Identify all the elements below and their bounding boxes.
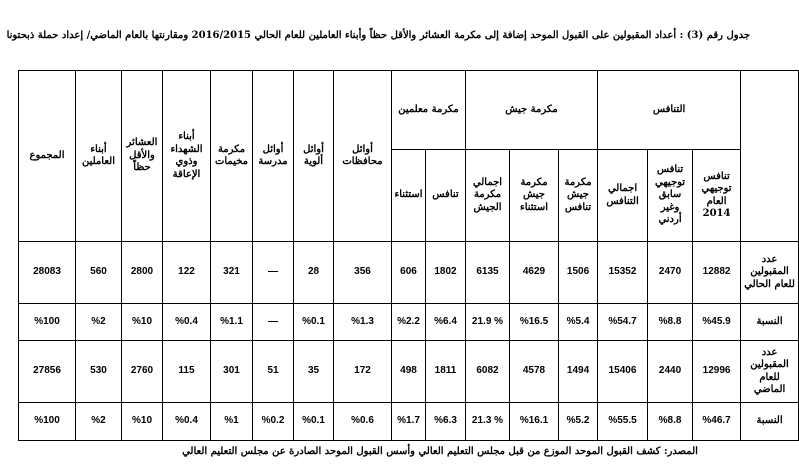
- cell-total: 28083: [19, 242, 76, 304]
- cell-martyrs: 122: [163, 242, 211, 304]
- table-row: [19, 304, 799, 341]
- header-prior-nonjordanian: تنافس توجيهي سابق وغير أردني: [648, 150, 693, 242]
- header-army-competition: مكرمة جيش تنافس: [559, 150, 598, 242]
- cell-prior-nonjordanian: %8.8: [648, 403, 693, 441]
- cell-army-total: 6135: [466, 242, 510, 304]
- cell-tawjihi-2014: 12882: [693, 242, 741, 304]
- cell-martyrs: 115: [163, 341, 211, 403]
- cell-teachers-competition: 1811: [426, 341, 466, 403]
- header-tawjihi-2014: تنافس توجيهي العام 2014: [693, 150, 741, 242]
- cell-army-competition: %5.4: [559, 304, 598, 341]
- cell-prior-nonjordanian: %8.8: [648, 304, 693, 341]
- header-teachers-competition: تنافس: [426, 150, 466, 242]
- cell-camps: %1.1: [211, 304, 253, 341]
- cell-martyrs: %0.4: [163, 304, 211, 341]
- cell-tribes: 2800: [122, 242, 163, 304]
- row-label: عدد المقبولين للعام الحالي: [741, 242, 799, 304]
- cell-tribes: %10: [122, 403, 163, 441]
- row-label: عدد المقبولين للعام الماضي: [741, 341, 799, 403]
- cell-army-competition: %5.2: [559, 403, 598, 441]
- cell-competition-total: %55.5: [598, 403, 648, 441]
- cell-workers: 560: [76, 242, 122, 304]
- header-teachers-grant: مكرمة معلمين: [392, 71, 466, 150]
- cell-tawjihi-2014: %46.7: [693, 403, 741, 441]
- header-corner: [741, 71, 799, 242]
- header-workers-children: أبناء العاملين: [76, 71, 122, 242]
- cell-prior-nonjordanian: 2470: [648, 242, 693, 304]
- header-competition: التنافس: [598, 71, 741, 150]
- cell-camps: 301: [211, 341, 253, 403]
- cell-teachers-exception: %1.7: [392, 403, 426, 441]
- cell-governorates: 356: [334, 242, 392, 304]
- cell-governorates: 172: [334, 341, 392, 403]
- cell-camps: %1: [211, 403, 253, 441]
- cell-army-competition: 1506: [559, 242, 598, 304]
- cell-army-total: 21.9 %: [466, 304, 510, 341]
- cell-tribes: %10: [122, 304, 163, 341]
- cell-governorates: %1.3: [334, 304, 392, 341]
- cell-tawjihi-2014: %45.9: [693, 304, 741, 341]
- cell-competition-total: 15406: [598, 341, 648, 403]
- row-label: النسبة: [741, 403, 799, 441]
- header-governorate-firsts: أوائل محافظات: [334, 71, 392, 242]
- cell-brigades: 28: [294, 242, 334, 304]
- header-army-grant: مكرمة جيش: [466, 71, 598, 150]
- cell-army-total: 21.3 %: [466, 403, 510, 441]
- cell-army-exception: 4578: [510, 341, 559, 403]
- row-label: النسبة: [741, 304, 799, 341]
- cell-army-total: 6082: [466, 341, 510, 403]
- cell-teachers-competition: %6.4: [426, 304, 466, 341]
- cell-total: %100: [19, 304, 76, 341]
- header-army-total: اجمالي مكرمة الجيش: [466, 150, 510, 242]
- table-caption: جدول رقم (3) : أعداد المقبولين على القبول الموحد إضافة إلى مكرمة العشائر والأقل حظاً وأبناء العاملين للعام الحالي 2016/2015 ومقارنتها بالعام الماضي/ إعداد حملة ذبحتونا: [6, 30, 750, 41]
- cell-brigades: 35: [294, 341, 334, 403]
- cell-tawjihi-2014: 12996: [693, 341, 741, 403]
- cell-prior-nonjordanian: 2440: [648, 341, 693, 403]
- header-martyrs-disabled: أبناء الشهداء وذوي الإعاقة: [163, 71, 211, 242]
- header-total: المجموع: [19, 71, 76, 242]
- cell-martyrs: %0.4: [163, 403, 211, 441]
- cell-army-competition: 1494: [559, 341, 598, 403]
- cell-workers: 530: [76, 341, 122, 403]
- cell-teachers-competition: 1802: [426, 242, 466, 304]
- cell-teachers-exception: 498: [392, 341, 426, 403]
- header-camps: مكرمة مخيمات: [211, 71, 253, 242]
- header-competition-total: اجمالي التنافس: [598, 150, 648, 242]
- cell-school: —: [253, 242, 294, 304]
- header-teachers-exception: استثناء: [392, 150, 426, 242]
- admissions-table: [18, 70, 799, 441]
- cell-competition-total: 15352: [598, 242, 648, 304]
- cell-school: 51: [253, 341, 294, 403]
- cell-brigades: %0.1: [294, 304, 334, 341]
- cell-camps: 321: [211, 242, 253, 304]
- cell-brigades: %0.1: [294, 403, 334, 441]
- table-row: [19, 341, 799, 403]
- cell-competition-total: %54.7: [598, 304, 648, 341]
- cell-teachers-competition: %6.3: [426, 403, 466, 441]
- cell-governorates: %0.6: [334, 403, 392, 441]
- header-school-firsts: أوائل مدرسة: [253, 71, 294, 242]
- table-row: [19, 242, 799, 304]
- cell-army-exception: %16.1: [510, 403, 559, 441]
- header-brigade-firsts: أوائل ألوية: [294, 71, 334, 242]
- cell-school: %0.2: [253, 403, 294, 441]
- cell-total: 27856: [19, 341, 76, 403]
- header-row-top: [19, 71, 799, 150]
- cell-workers: %2: [76, 304, 122, 341]
- cell-tribes: 2760: [122, 341, 163, 403]
- cell-teachers-exception: 606: [392, 242, 426, 304]
- source-note: المصدر: كشف القبول الموحد الموزع من قبل مجلس التعليم العالي وأسس القبول الموحد الصادرة عن مجلس التعليم العالي: [182, 446, 698, 457]
- cell-army-exception: %16.5: [510, 304, 559, 341]
- cell-teachers-exception: %2.2: [392, 304, 426, 341]
- cell-workers: %2: [76, 403, 122, 441]
- cell-total: %100: [19, 403, 76, 441]
- header-tribes-least: العشائر والأقل حظاً: [122, 71, 163, 242]
- header-army-exception: مكرمة جيش استثناء: [510, 150, 559, 242]
- table-row: [19, 403, 799, 441]
- cell-army-exception: 4629: [510, 242, 559, 304]
- cell-school: —: [253, 304, 294, 341]
